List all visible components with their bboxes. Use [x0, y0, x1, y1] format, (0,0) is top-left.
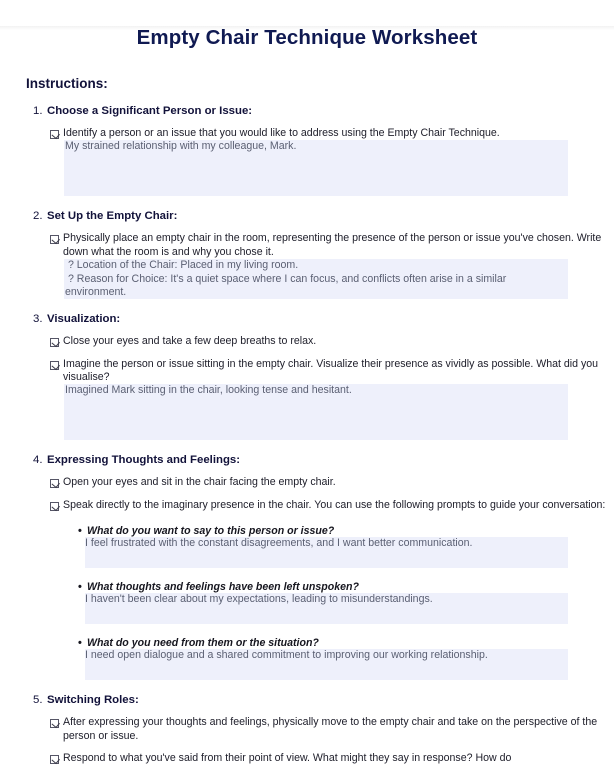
answer-line: ? Location of the Chair: Placed in my living room.: [65, 259, 299, 272]
checkbox-icon[interactable]: [50, 479, 59, 488]
step-2-header: [33, 210, 614, 222]
answer-box[interactable]: [85, 593, 568, 624]
checklist-item[interactable]: [50, 358, 614, 385]
step-5-body: [0, 716, 614, 765]
step-4-body: [0, 476, 614, 680]
checklist-item[interactable]: [50, 335, 614, 348]
checkbox-icon[interactable]: [50, 755, 59, 764]
prompt-item: [0, 525, 614, 568]
steps-list: [0, 105, 614, 765]
step-3: [0, 313, 614, 440]
instructions-heading: Instructions:: [26, 76, 108, 91]
prompt-question-text: What do you need from them or the situation?: [87, 637, 319, 650]
prompts-list: [0, 525, 614, 680]
checklist-item-label: Speak directly to the imaginary presence in the chair. You can use the following prompts to guide your conversation:: [63, 498, 606, 511]
checklist-item[interactable]: [50, 127, 614, 140]
answer-line: I feel frustrated with the constant disagreements, and I want better communication.: [85, 537, 473, 550]
checklist-item[interactable]: [50, 499, 614, 512]
answer-box[interactable]: [64, 259, 568, 299]
step-4-number: 4.: [33, 454, 43, 467]
step-5: [0, 694, 614, 765]
checkbox-icon[interactable]: [50, 235, 59, 244]
step-4: [0, 454, 614, 680]
bullet-dot-icon: •: [78, 581, 82, 594]
step-5-number: 5.: [33, 694, 43, 707]
step-2-heading: Set Up the Empty Chair:: [47, 210, 178, 223]
checklist-item[interactable]: [50, 752, 614, 765]
checklist-item[interactable]: [50, 716, 614, 743]
step-2-body: [0, 232, 614, 299]
answer-line: ? Reason for Choice: It's a quiet space where I can focus, and conflicts often arise in a similar environment.: [65, 272, 510, 299]
step-1: [0, 105, 614, 196]
checkbox-icon[interactable]: [50, 361, 59, 370]
checklist-item[interactable]: [50, 232, 614, 259]
step-4-header: [33, 454, 614, 466]
step-1-header: [33, 105, 614, 117]
step-2-number: 2.: [33, 210, 43, 223]
answer-box[interactable]: [85, 649, 568, 680]
prompt-item: [0, 637, 614, 680]
checkbox-icon[interactable]: [50, 338, 59, 347]
step-3-header: [33, 313, 614, 325]
checklist-item-label: Physically place an empty chair in the room, representing the presence of the person or issue you've chosen. Write down what the room is and why you chose it.: [63, 232, 602, 258]
step-3-number: 3.: [33, 313, 43, 326]
step-2: [0, 210, 614, 299]
answer-line: Imagined Mark sitting in the chair, looking tense and hesitant.: [65, 384, 352, 397]
step-1-number: 1.: [33, 105, 43, 117]
answer-box[interactable]: [64, 140, 568, 196]
checklist-item-label: Imagine the person or issue sitting in the empty chair. Visualize their presence as vividly as possible. What did you visualise?: [63, 357, 599, 384]
checklist-item[interactable]: [50, 476, 614, 489]
answer-line: I need open dialogue and a shared commitment to improving our working relationship.: [85, 649, 488, 662]
answer-line: My strained relationship with my colleague, Mark.: [65, 140, 297, 153]
checkbox-icon[interactable]: [50, 502, 59, 511]
prompt-question: [78, 581, 614, 593]
step-1-body: [0, 127, 614, 196]
step-1-heading: Choose a Significant Person or Issue:: [47, 105, 253, 117]
step-5-header: [33, 694, 614, 706]
checklist-item-label: Close your eyes and take a few deep breaths to relax.: [63, 335, 317, 348]
step-3-heading: Visualization:: [47, 313, 121, 326]
checklist-item-label: After expressing your thoughts and feelings, physically move to the empty chair and take on the perspective of the person or issue.: [63, 716, 598, 742]
prompt-question: [78, 525, 614, 537]
checklist-item-label: Respond to what you've said from their point of view. What might they say in response? How do: [63, 752, 512, 765]
step-3-body: [0, 335, 614, 440]
bullet-dot-icon: •: [78, 637, 82, 650]
prompt-question-text: What thoughts and feelings have been left unspoken?: [87, 581, 359, 594]
checkbox-icon[interactable]: [50, 719, 59, 728]
answer-box[interactable]: [64, 384, 568, 440]
answer-box[interactable]: [85, 537, 568, 568]
step-4-heading: Expressing Thoughts and Feelings:: [47, 454, 241, 467]
prompt-item: [0, 581, 614, 624]
prompt-question-text: What do you want to say to this person or issue?: [87, 525, 335, 538]
step-5-heading: Switching Roles:: [47, 694, 139, 707]
bullet-dot-icon: •: [78, 525, 82, 538]
checklist-item-label: Open your eyes and sit in the chair facing the empty chair.: [63, 476, 336, 489]
checkbox-icon[interactable]: [50, 130, 59, 139]
answer-line: I haven't been clear about my expectations, leading to misunderstandings.: [85, 593, 433, 606]
prompt-question: [78, 637, 614, 649]
checklist-item-label: Identify a person or an issue that you would like to address using the Empty Chair Technique.: [63, 127, 500, 139]
worksheet-page: [0, 26, 614, 765]
page-title: Empty Chair Technique Worksheet: [136, 26, 478, 49]
